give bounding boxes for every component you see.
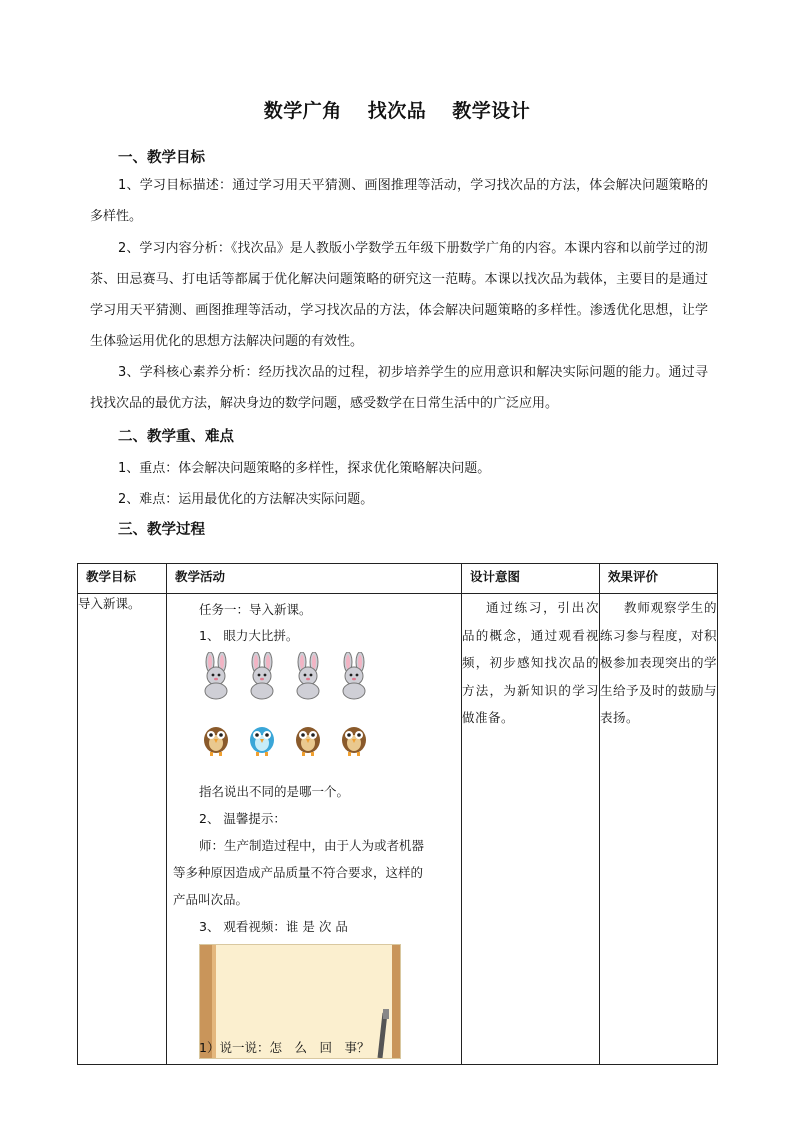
activity-line-tip: 2、 温馨提示： xyxy=(199,811,286,826)
header-evaluation: 效果评价 xyxy=(600,564,718,594)
section-heading-process: 三、教学过程 xyxy=(118,522,205,538)
rabbit-row xyxy=(195,652,375,700)
cell-intent: 通过练习，引出次品的概念，通过观看视频，初步感知找次品的方法，为新知识的学习做准备。 xyxy=(462,594,600,1065)
activity-line-task: 任务一：导入新课。 xyxy=(199,602,312,617)
page-title xyxy=(0,96,794,123)
activity-line-teacher: 师：生产制造过程中，由于人为或者机器 xyxy=(199,838,425,853)
section-heading-key-points: 二、教学重、难点 xyxy=(118,429,234,445)
rabbit-icon xyxy=(287,652,329,700)
title-part-2: 找次品 xyxy=(367,100,427,122)
key-point-line: 1、重点：体会解决问题策略的多样性，探求优化策略解决问题。 xyxy=(118,461,491,476)
rabbit-icon xyxy=(241,652,283,700)
rabbit-icon xyxy=(333,652,375,700)
activity-line-eyesight: 1、 眼力大比拼。 xyxy=(199,628,299,643)
activity-line-defective-def: 产品叫次品。 xyxy=(173,892,249,907)
paragraph-core-literacy: 3、学科核心素养分析：经历找次品的过程，初步培养学生的应用意识和解决实际问题的能力。通过寻找找次品的最优方法，解决身边的数学问题，感受数学在日常生活中的广泛应用。 xyxy=(90,365,708,411)
rabbit-icon xyxy=(195,652,237,700)
header-intent: 设计意图 xyxy=(462,564,600,594)
activity-line-discuss: 1）说一说：怎 么 回 事？ xyxy=(199,1040,370,1055)
cell-activity xyxy=(167,594,462,1065)
activity-line-teacher-cont: 等多种原因造成产品质量不符合要求，这样的 xyxy=(173,865,424,880)
title-part-3: 教学设计 xyxy=(452,100,531,122)
owl-icon xyxy=(195,712,237,760)
header-goal: 教学目标 xyxy=(78,564,167,594)
table-header-row xyxy=(78,564,718,594)
header-activity: 教学活动 xyxy=(167,564,462,594)
owl-icon xyxy=(287,712,329,760)
activity-line-video: 3、 观看视频：谁 是 次 品 xyxy=(199,919,348,934)
section-heading-goals: 一、教学目标 xyxy=(118,150,205,166)
bird-row xyxy=(195,712,375,760)
table-row xyxy=(78,594,718,1065)
cell-evaluation: 教师观察学生的练习参与程度，对积极参加表现突出的学生给予及时的鼓励与表扬。 xyxy=(600,594,718,1065)
teaching-process-table xyxy=(77,563,718,1065)
difficulty-line: 2、难点：运用最优化的方法解决实际问题。 xyxy=(118,492,374,507)
blue-bird-icon xyxy=(241,712,283,760)
paragraph-content-analysis: 2、学习内容分析：《找次品》是人教版小学数学五年级下册数学广角的内容。本课内容和以前学过的沏茶、田忌赛马、打电话等都属于优化解决问题策略的研究这一范畴。本课以找次品为载体，主要目的是通过学习用天平猜测、画图推理等活动，学习找次品的方法，体会解决问题策略的多样性。渗透优化思想，让学生体验运用优化的思想方法解决问题的有效性。 xyxy=(90,241,708,349)
activity-line-name-different: 指名说出不同的是哪一个。 xyxy=(199,784,350,799)
cell-goal: 导入新课。 xyxy=(78,594,167,1065)
paragraph-goal-description: 1、学习目标描述：通过学习用天平猜测、画图推理等活动，学习找次品的方法，体会解决问题策略的多样性。 xyxy=(90,178,708,224)
title-part-1: 数学广角 xyxy=(263,100,342,122)
owl-icon xyxy=(333,712,375,760)
